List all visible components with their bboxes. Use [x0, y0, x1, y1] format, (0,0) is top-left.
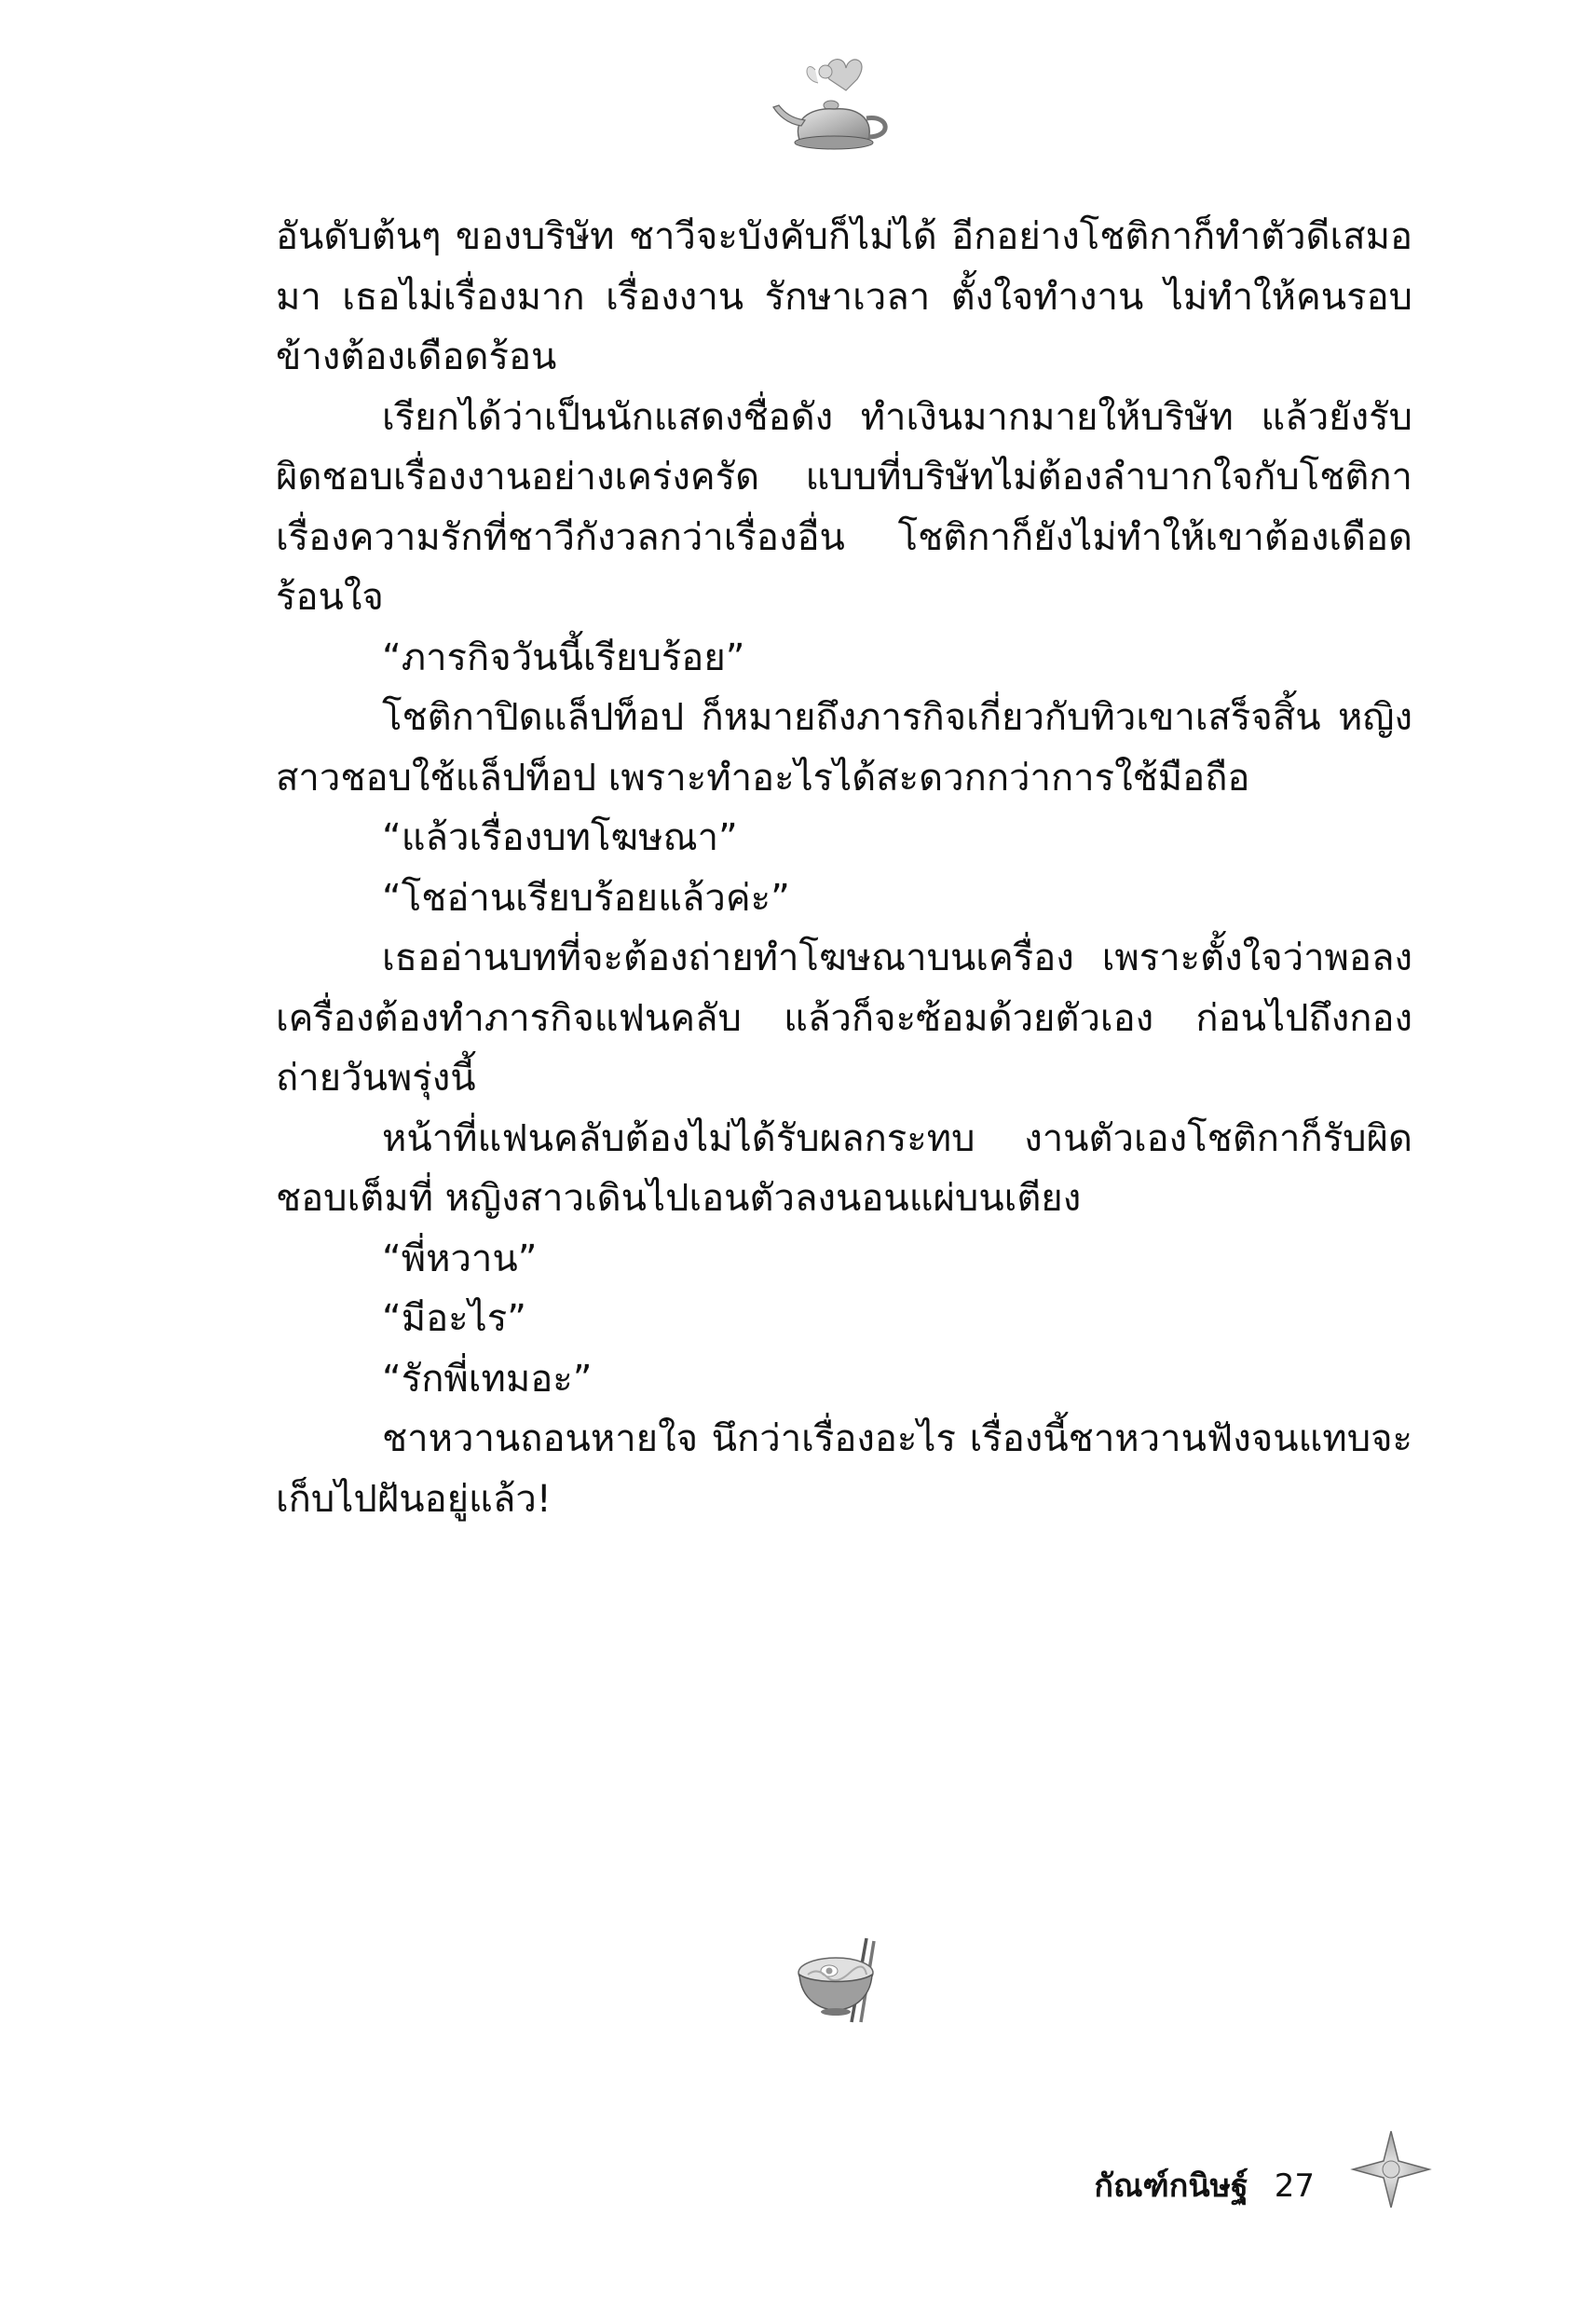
teapot-cupid-icon: [764, 51, 904, 158]
dialogue-line: “มีอะไร”: [382, 1297, 526, 1340]
paragraph: เรียกได้ว่าเป็นนักแสดงชื่อดัง ทำเงินมากมายให้บริษัท แล้วยังรับผิดชอบเรื่องงานอย่างเคร่งครัด แบบที่บริษัทไม่ต้องลำบากใจกับโชติกา เรื่องความรักที่ชาวีกังวลกว่าเรื่องอื่น โชติกาก็ยังไม่ทำให้เขาต้องเดือดร้อนใจ: [276, 395, 1412, 619]
paragraph: อันดับต้นๆ ของบริษัท ชาวีจะบังคับก็ไม่ได้ อีกอย่างโชติกาก็ทำตัวดีเสมอมา เธอไม่เรื่องมาก เรื่องงาน รักษาเวลา ตั้งใจทำงาน ไม่ทำให้คนรอบข้างต้องเดือดร้อน: [276, 215, 1412, 378]
paragraph: หน้าที่แฟนคลับต้องไม่ได้รับผลกระทบ งานตัวเองโชติกาก็รับผิดชอบเต็มที่ หญิงสาวเดินไปเอนตัวลงนอนแผ่บนเตียง: [276, 1116, 1412, 1220]
paragraph: ชาหวานถอนหายใจ นึกว่าเรื่องอะไร เรื่องนี้ชาหวานฟังจนแทบจะเก็บไปฝันอยู่แล้ว!: [276, 1417, 1412, 1521]
author-name: กัณฑ์กนิษฐ์: [1094, 2167, 1248, 2205]
paragraph: โชติกาปิดแล็ปท็อป ก็หมายถึงภารกิจเกี่ยวกับทิวเขาเสร็จสิ้น หญิงสาวชอบใช้แล็ปท็อป เพราะทำอะไรได้สะดวกกว่าการใช้มือถือ: [276, 696, 1412, 800]
dialogue-line: “แล้วเรื่องบทโฆษณา”: [382, 816, 738, 859]
page-footer: [1094, 2160, 1315, 2210]
dialogue-line: “ภารกิจวันนี้เรียบร้อย”: [382, 636, 745, 679]
body-text: [276, 207, 1412, 1529]
noodle-bowl-icon: [794, 1934, 896, 2027]
dialogue-line: “โชอ่านเรียบร้อยแล้วค่ะ”: [382, 876, 790, 920]
dialogue-line: “รักพี่เทมอะ”: [382, 1357, 593, 1401]
page-number: 27: [1274, 2167, 1315, 2205]
star-icon: [1349, 2127, 1433, 2211]
dialogue-line: “พี่หวาน”: [382, 1237, 538, 1280]
paragraph: เธออ่านบทที่จะต้องถ่ายทำโฆษณาบนเครื่อง เพราะตั้งใจว่าพอลงเครื่องต้องทำภารกิจแฟนคลับ แล้วก็จะซ้อมด้วยตัวเอง ก่อนไปถึงกองถ่ายวันพรุ่งนี้: [276, 937, 1412, 1100]
